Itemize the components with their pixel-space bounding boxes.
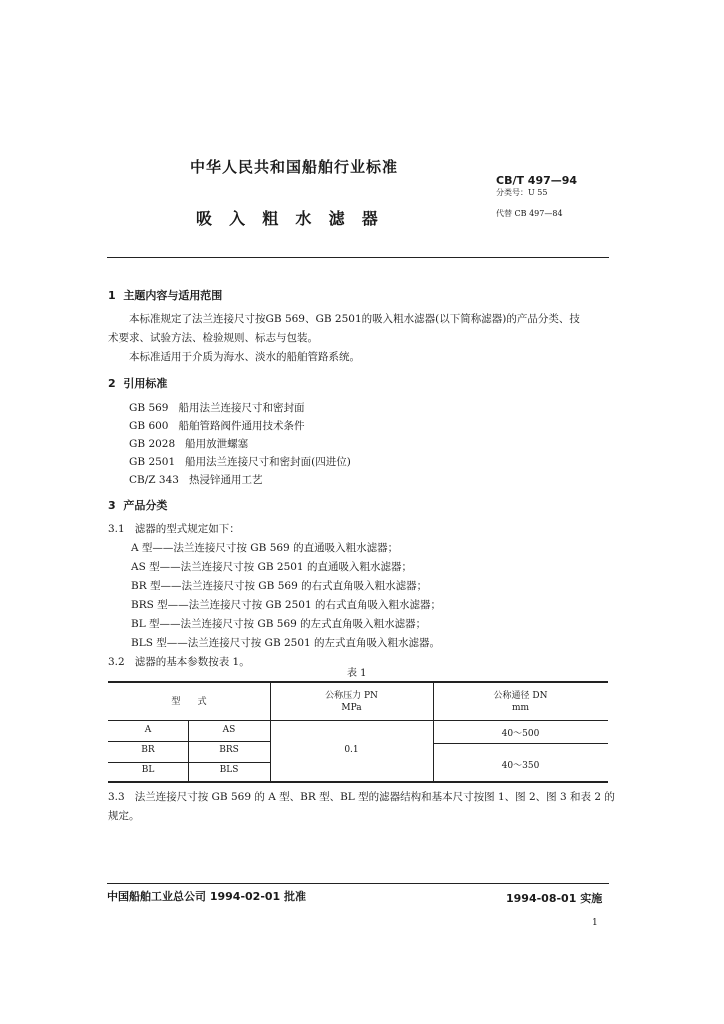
table-cell-pressure: 0.1 <box>344 745 359 755</box>
type-definition: BRS 型——法兰连接尺寸按 GB 2501 的右式直角吸入粗水滤器； <box>131 599 441 611</box>
section-2-heading: 2 引用标准 <box>108 377 168 390</box>
table-cell-type: AS <box>222 725 236 735</box>
reference-item: GB 600 船舶管路阀件通用技术条件 <box>129 420 305 432</box>
reference-item: GB 2028 船用放泄螺塞 <box>129 438 249 450</box>
type-definition: AS 型——法兰连接尺寸按 GB 2501 的直通吸入粗水滤器； <box>131 561 412 573</box>
section-1-paragraph-1-cont: 术要求、试验方法、检验规则、标志与包装。 <box>108 332 318 344</box>
table-header-pressure: 公称压力 PN <box>325 691 378 701</box>
section-1-paragraph-1: 本标准规定了法兰连接尺寸按GB 569、GB 2501的吸入粗水滤器(以下简称滤器)的产品分类、技 <box>129 313 580 325</box>
table-cell-type: BLS <box>219 765 239 775</box>
table-cell-diameter: 40～500 <box>501 729 540 739</box>
table-cell-type: BRS <box>219 745 239 755</box>
section-1-paragraph-2: 本标准适用于介质为海水、淡水的船舶管路系统。 <box>129 351 360 363</box>
reference-item: GB 2501 船用法兰连接尺寸和密封面(四进位) <box>129 456 351 468</box>
table-header-pressure-unit: MPa <box>341 703 362 713</box>
standard-code: CB/T 497—94 <box>496 174 578 187</box>
type-definition: BL 型——法兰连接尺寸按 GB 569 的左式直角吸入粗水滤器； <box>131 618 427 630</box>
table-row-rule <box>433 743 608 744</box>
table-header-rule <box>108 720 608 721</box>
type-definition: A 型——法兰连接尺寸按 GB 569 的直通吸入粗水滤器； <box>131 542 399 554</box>
table-caption: 表 1 <box>347 668 367 679</box>
table-row-rule <box>108 762 270 763</box>
reference-item: GB 569 船用法兰连接尺寸和密封面 <box>129 402 305 414</box>
footer-divider <box>107 883 609 884</box>
type-definition: BR 型——法兰连接尺寸按 GB 569 的右式直角吸入粗水滤器； <box>131 580 428 592</box>
table-cell-type: A <box>144 725 152 735</box>
section-3-3-text-cont: 规定。 <box>108 810 140 822</box>
section-3-2-text: 3.2 滤器的基本参数按表 1。 <box>108 656 250 668</box>
org-title: 中华人民共和国船舶行业标准 <box>190 158 399 176</box>
table-header-diameter: 公称通径 DN <box>493 691 548 701</box>
table-cell-type: BR <box>141 745 155 755</box>
table-bottom-rule <box>108 781 608 783</box>
section-1-heading: 1 主题内容与适用范围 <box>108 289 223 302</box>
classification-code: 分类号：U 55 <box>496 188 548 197</box>
table-cell-type: BL <box>141 765 155 775</box>
table-header-type: 型 式 <box>171 697 207 707</box>
effective-date: 1994-08-01 实施 <box>506 892 603 905</box>
table-cell-diameter: 40～350 <box>501 761 540 771</box>
header-divider <box>107 257 609 258</box>
table-row-rule <box>108 741 270 742</box>
table-header-diameter-unit: mm <box>511 703 530 713</box>
reference-item: CB/Z 343 热浸锌通用工艺 <box>129 474 263 486</box>
section-3-1-heading: 3.1 滤器的型式规定如下： <box>108 523 240 535</box>
approval-info: 中国船舶工业总公司 1994-02-01 批准 <box>107 890 307 903</box>
table-top-rule <box>108 681 608 683</box>
replaces-standard: 代替 CB 497—84 <box>496 209 563 218</box>
section-3-heading: 3 产品分类 <box>108 499 168 512</box>
section-3-3-text: 3.3 法兰连接尺寸按 GB 569 的 A 型、BR 型、BL 型的滤器结构和基本尺寸按图 1、图 2、图 3 和表 2 的 <box>108 791 615 803</box>
page-number: 1 <box>592 918 598 928</box>
document-title: 吸 入 粗 水 滤 器 <box>196 209 380 228</box>
type-definition: BLS 型——法兰连接尺寸按 GB 2501 的左式直角吸入粗水滤器。 <box>131 637 441 649</box>
